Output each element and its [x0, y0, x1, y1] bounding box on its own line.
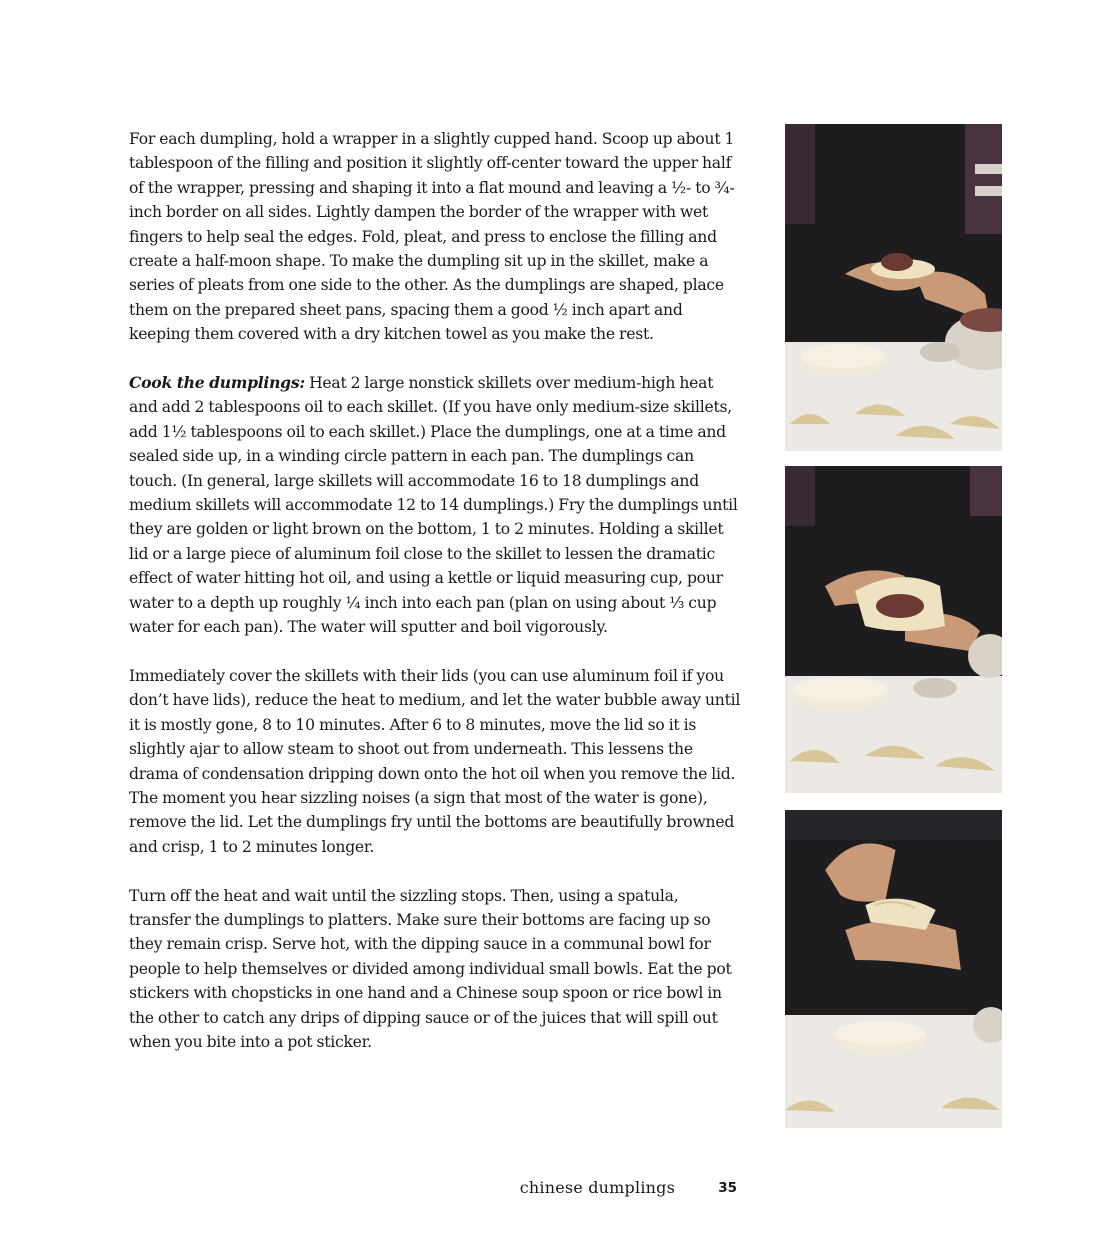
running-head: chinese dumplings	[519, 1178, 675, 1197]
photo-filling-wrapper	[785, 124, 1002, 451]
paragraph-cooking	[129, 371, 741, 639]
page-footer	[0, 1178, 740, 1202]
paragraph-cooking-text: Heat 2 large nonstick skillets over medium-high heat and add 2 tablespoons oil to each skillet. (If you have only medium-size skillets, add 1½ tablespoons oil to each skillet.) Place the dumplings, one at a time and sealed side up, in a winding circle pattern in each pan. The dumplings can touch. (In general, large skillets will accommodate 16 to 18 dumplings and medium skillets will accommodate 12 to 14 dumplings.) Fry the dumplings until they are golden or light brown on the bottom, 1 to 2 minutes. Holding a skillet lid or a large piece of aluminum foil close to the skillet to lessen the dramatic effect of water hitting hot oil, and using a kettle or liquid measuring cup, pour water to a depth up roughly ¼ inch into each pan (plan on using about ⅓ cup water for each pan). The water will sputter and boil vigorously.	[129, 374, 738, 637]
photo-pleating-dumpling	[785, 810, 1002, 1128]
paragraph-serving: Turn off the heat and wait until the sizzling stops. Then, using a spatula, transfer the dumplings to platters. Make sure their bottoms are facing up so they remain crisp. Serve hot, with the dipping sauce in a communal bowl for people to help themselves or divided among individual small bowls. Eat the pot stickers with chopsticks in one hand and a Chinese soup spoon or rice bowl in the other to catch any drips of dipping sauce or of the juices that will spill out when you bite into a pot sticker.	[129, 886, 732, 1051]
photo-folding-wrapper	[785, 466, 1002, 793]
page-number: 35	[718, 1180, 737, 1196]
recipe-text	[129, 127, 741, 1054]
paragraph-shaping: For each dumpling, hold a wrapper in a slightly cupped hand. Scoop up about 1 tablespoon of the filling and position it slightly off-center toward the upper half of the wrapper, pressing and shaping it into a flat mound and leaving a ½- to ¾-inch border on all sides. Lightly dampen the border of the wrapper with wet fingers to help seal the edges. Fold, pleat, and press to enclose the filling and create a half-moon shape. To make the dumpling sit up in the skillet, make a series of pleats from one side to the other. As the dumplings are shaped, place them on the prepared sheet pans, spacing them a good ½ inch apart and keeping them covered with a dry kitchen towel as you make the rest.	[129, 130, 735, 344]
step-lead: Cook the dumplings:	[129, 373, 305, 393]
paragraph-steaming: Immediately cover the skillets with their lids (you can use aluminum foil if you don’t have lids), reduce the heat to medium, and let the water bubble away until it is mostly gone, 8 to 10 minutes. After 6 to 8 minutes, move the lid so it is slightly ajar to allow steam to shoot out from underneath. This lessens the drama of condensation dripping down onto the hot oil when you remove the lid. The moment you hear sizzling noises (a sign that most of the water is gone), remove the lid. Let the dumplings fry until the bottoms are beautifully browned and crisp, 1 to 2 minutes longer.	[129, 666, 741, 856]
